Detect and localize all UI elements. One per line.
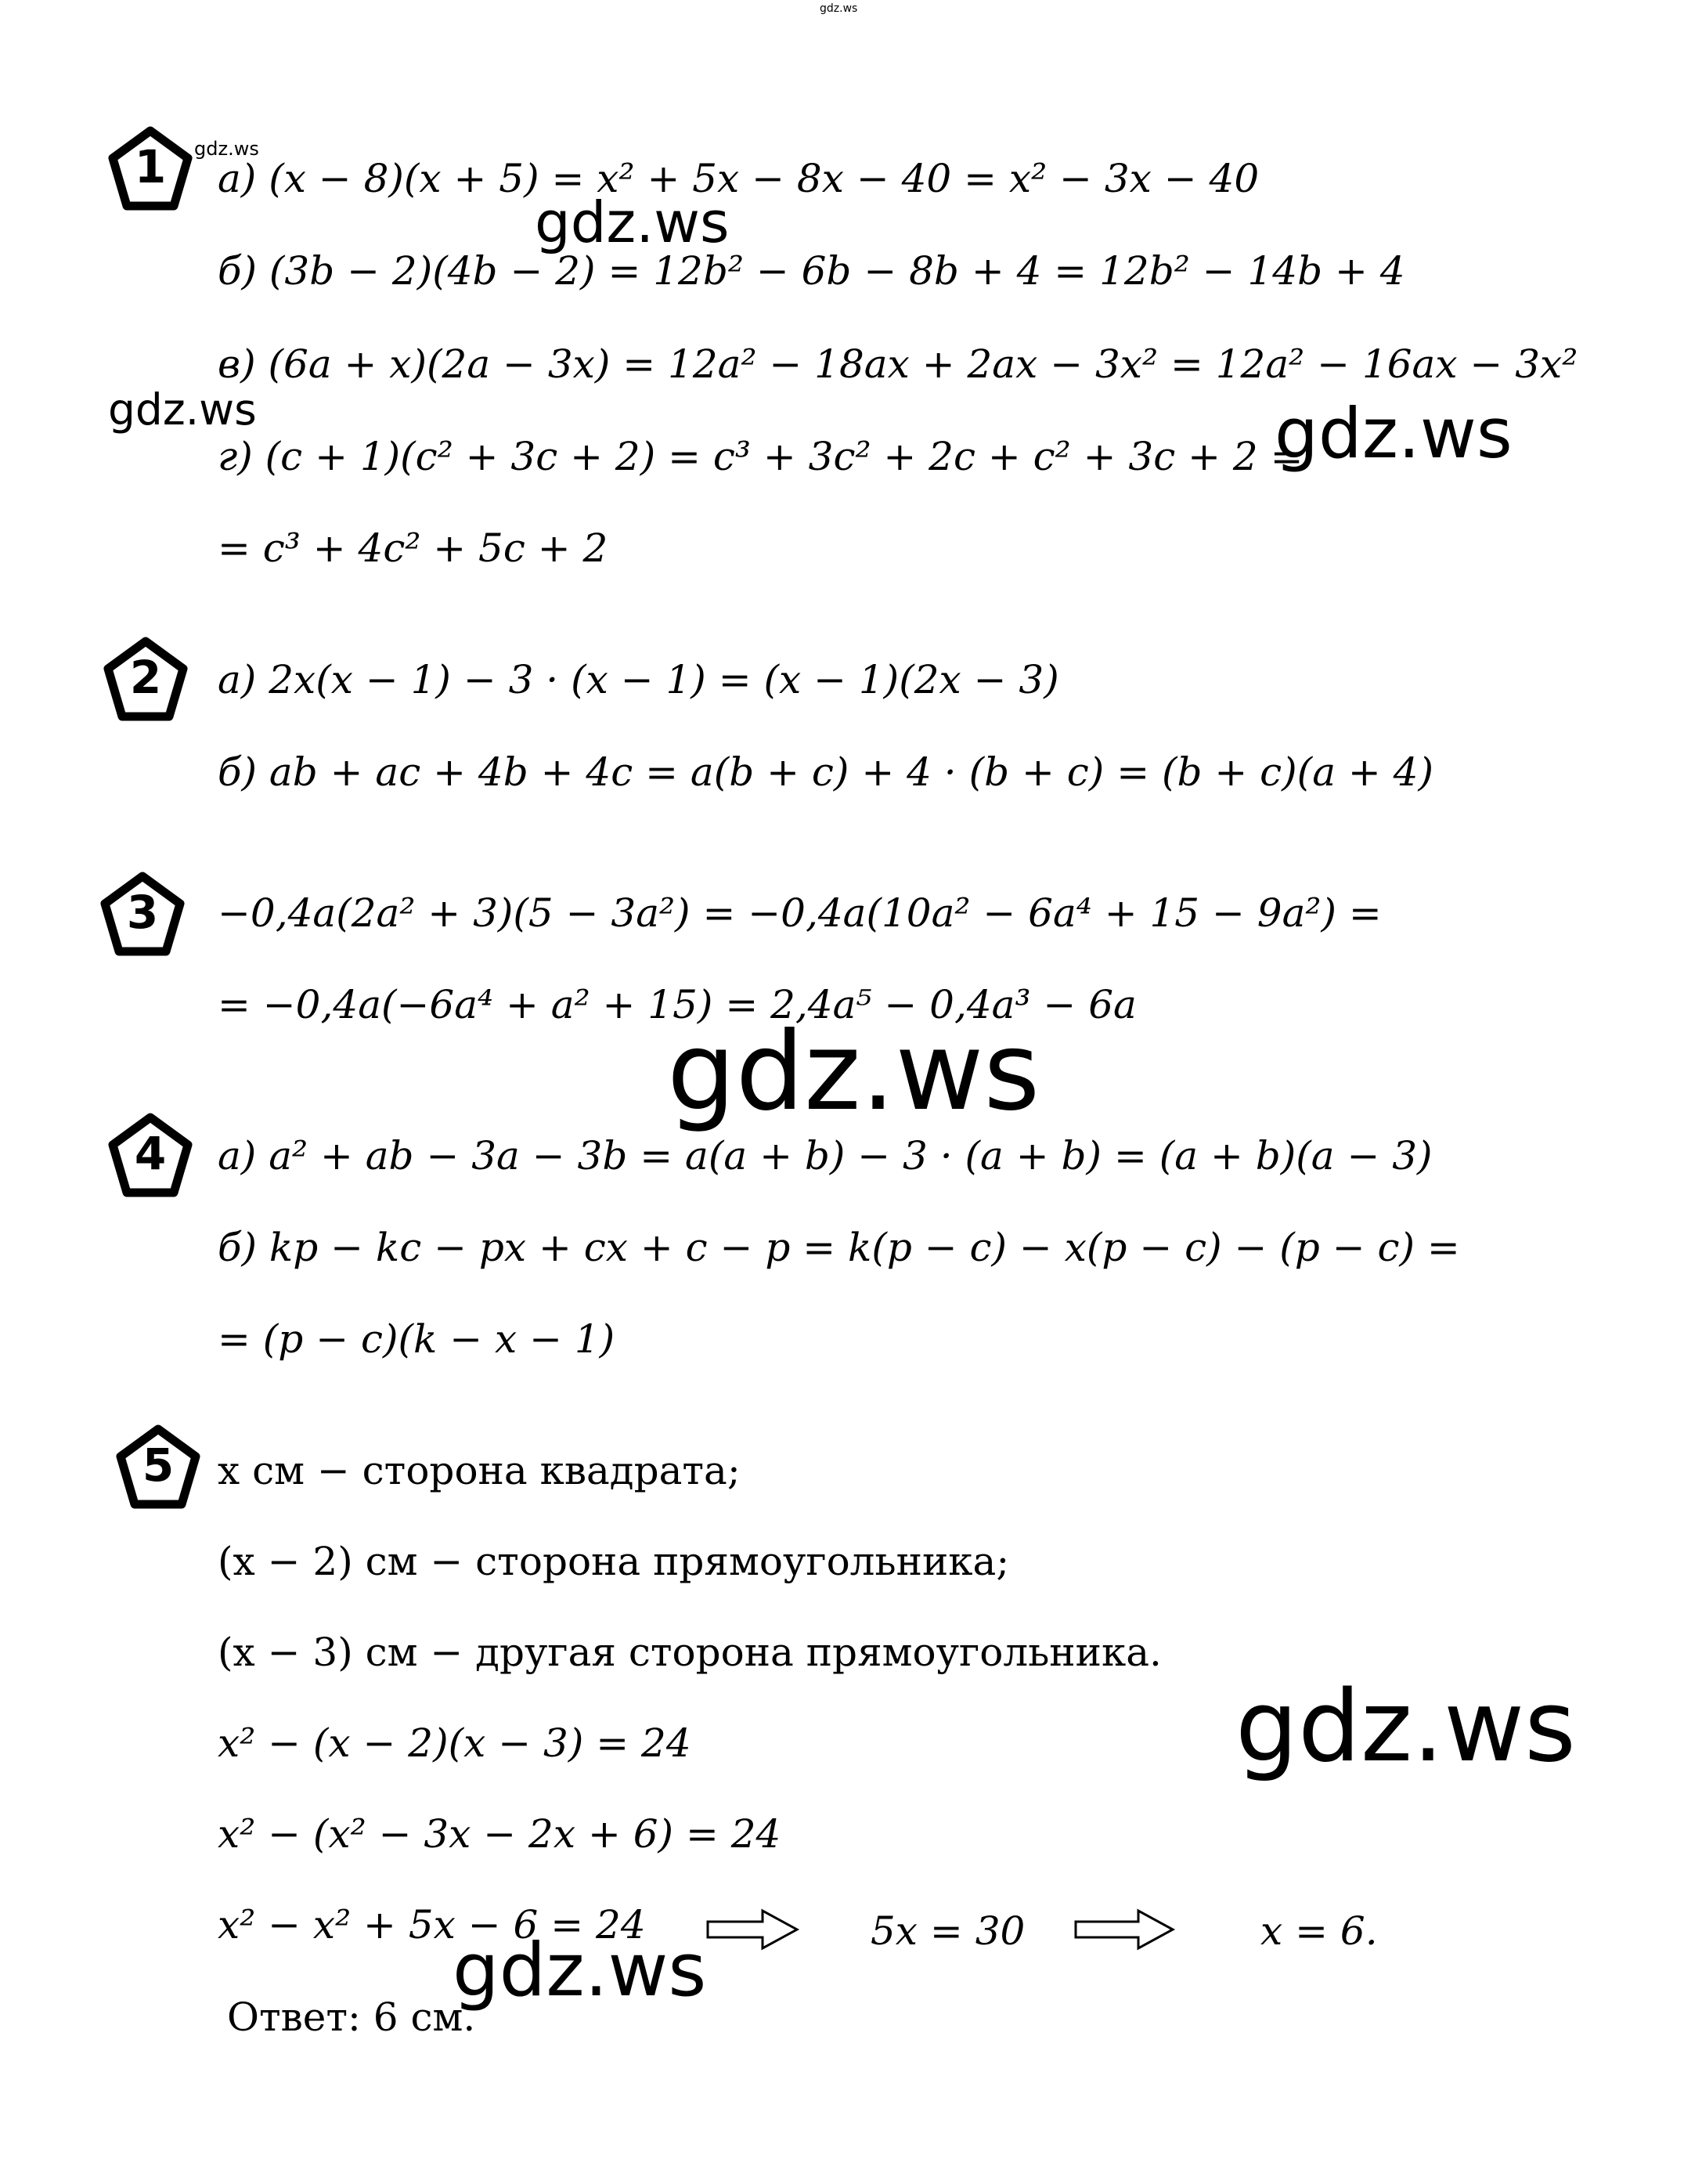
- watermark-3: gdz.ws: [1275, 393, 1513, 474]
- problem-5-step-2: 5x = 30: [871, 1908, 1026, 1954]
- watermark-top: gdz.ws: [820, 2, 858, 15]
- watermark-1: gdz.ws: [535, 190, 730, 255]
- problem-1-badge: [106, 125, 194, 213]
- problem-2-badge: [102, 636, 189, 724]
- problem-5-line-1: x см − сторона квадрата;: [218, 1448, 741, 1493]
- watermark-small-corner: gdz.ws: [194, 138, 259, 160]
- problem-5-line-3: (x − 3) см − другая сторона прямоугольника.: [218, 1630, 1162, 1675]
- problem-3-number: 3: [126, 886, 159, 939]
- problem-2-line-b: б) ab + ac + 4b + 4c = a(b + c) + 4 · (b + c) = (b + c)(a + 4): [218, 749, 1434, 795]
- problem-4-line-b: б) kp − kc − px + cx + c − p = k(p − c) − x(p − c) − (p − c) =: [218, 1225, 1460, 1270]
- problem-5-line-4: x² − (x − 2)(x − 3) = 24: [218, 1720, 691, 1766]
- problem-5-answer: Ответ: 6 см.: [227, 1994, 476, 2040]
- problem-3-badge: [99, 871, 186, 958]
- problem-4-number: 4: [134, 1127, 167, 1180]
- problem-2-line-a: а) 2x(x − 1) − 3 · (x − 1) = (x − 1)(2x − 3): [218, 657, 1059, 702]
- problem-2-number: 2: [129, 651, 162, 704]
- problem-1-line-c: в) (6a + x)(2a − 3x) = 12a² − 18ax + 2ax − 3x² = 12a² − 16ax − 3x²: [218, 341, 1578, 387]
- problem-1-line-d: г) (c + 1)(c² + 3c + 2) = c³ + 3c² + 2c + c² + 3c + 2 =: [218, 434, 1304, 479]
- problem-5-step-1: x² − x² + 5x − 6 = 24: [218, 1902, 646, 1948]
- problem-4-line-a: а) a² + ab − 3a − 3b = a(a + b) − 3 · (a + b) = (a + b)(a − 3): [218, 1133, 1433, 1179]
- watermark-4: gdz.ws: [667, 1009, 1040, 1135]
- problem-5-step-3: x = 6.: [1260, 1908, 1378, 1954]
- problem-1-number: 1: [134, 140, 167, 193]
- problem-1-line-b: б) (3b − 2)(4b − 2) = 12b² − 6b − 8b + 4 = 12b² − 14b + 4: [218, 248, 1405, 294]
- arrow-right-icon: [1074, 1908, 1176, 1951]
- problem-4-line-c: = (p − c)(k − x − 1): [218, 1316, 615, 1362]
- watermark-2: gdz.ws: [108, 384, 257, 435]
- problem-3-line-a: −0,4a(2a² + 3)(5 − 3a²) = −0,4a(10a² − 6a⁴ + 15 − 9a²) =: [218, 890, 1382, 936]
- problem-1-line-a: а) (x − 8)(x + 5) = x² + 5x − 8x − 40 = x² − 3x − 40: [218, 156, 1260, 201]
- problem-5-line-5: x² − (x² − 3x − 2x + 6) = 24: [218, 1811, 781, 1857]
- problem-5-number: 5: [142, 1439, 175, 1492]
- problem-3-line-b: = −0,4a(−6a⁴ + a² + 15) = 2,4a⁵ − 0,4a³ − 6a: [218, 982, 1137, 1027]
- watermark-6: gdz.ws: [453, 1928, 707, 2013]
- problem-5-badge: [114, 1424, 202, 1511]
- watermark-5: gdz.ws: [1235, 1669, 1576, 1784]
- problem-4-badge: [106, 1112, 194, 1200]
- arrow-right-icon: [706, 1908, 800, 1951]
- problem-5-line-2: (x − 2) см − сторона прямоугольника;: [218, 1539, 1010, 1584]
- problem-1-line-e: = c³ + 4c² + 5c + 2: [218, 525, 608, 571]
